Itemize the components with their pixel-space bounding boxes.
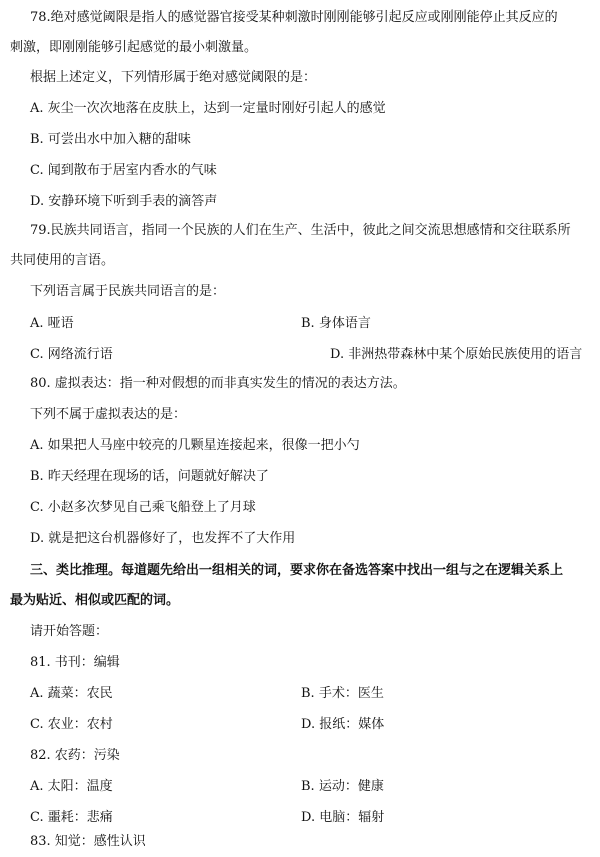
q79-option-d: D. 非洲热带森林中某个原始民族使用的语言 xyxy=(330,347,583,362)
q81-option-c: C. 农业：农村 xyxy=(30,717,113,732)
q81-option-d: D. 报纸：媒体 xyxy=(301,717,385,732)
section3-heading-line1: 三、类比推理。每道题先给出一组相关的词，要求你在备选答案中找出一组与之在逻辑关系上 xyxy=(30,563,564,578)
q78-prompt: 根据上述定义，下列情形属于绝对感觉阈限的是： xyxy=(30,70,317,85)
q81-options-row2 xyxy=(0,713,600,737)
q79-options-row2 xyxy=(0,343,600,367)
q78-stem-line2: 刺激，即刚刚能够引起感觉的最小刺激量。 xyxy=(10,40,258,55)
q81-stem: 81. 书刊：编辑 xyxy=(30,655,120,670)
q79-options-row1 xyxy=(0,312,600,336)
q78-stem-line1: 78.绝对感觉阈限是指人的感觉器官接受某种刺激时刚刚能够引起反应或刚刚能停止其反应的 xyxy=(30,10,558,25)
q80-stem: 80. 虚拟表达：指一种对假想的而非真实发生的情况的表达方法。 xyxy=(30,376,406,391)
q82-stem: 82. 农药：污染 xyxy=(30,748,120,763)
q82-options-row1 xyxy=(0,775,600,799)
q82-option-d: D. 电脑：辐射 xyxy=(301,810,385,825)
q82-option-b: B. 运动：健康 xyxy=(301,779,384,794)
q79-option-b: B. 身体语言 xyxy=(301,316,371,331)
q81-option-a: A. 蔬菜：农民 xyxy=(30,686,113,701)
q78-option-a: A. 灰尘一次次地落在皮肤上，达到一定量时刚好引起人的感觉 xyxy=(30,101,386,116)
q83-stem: 83. 知觉：感性认识 xyxy=(30,834,146,849)
q78-option-d: D. 安静环境下听到手表的滴答声 xyxy=(30,194,218,209)
q78-option-b: B. 可尝出水中加入糖的甜味 xyxy=(30,132,191,147)
q78-option-c: C. 闻到散布于居室内香水的气味 xyxy=(30,163,217,178)
q81-option-b: B. 手术：医生 xyxy=(301,686,384,701)
q82-options-row2 xyxy=(0,806,600,830)
q79-prompt: 下列语言属于民族共同语言的是： xyxy=(30,284,226,299)
section3-heading-line2: 最为贴近、相似或匹配的词。 xyxy=(10,593,180,608)
q82-option-a: A. 太阳：温度 xyxy=(30,779,113,794)
q80-option-d: D. 就是把这台机器修好了，也发挥不了大作用 xyxy=(30,531,296,546)
q81-options-row1 xyxy=(0,682,600,706)
section3-start: 请开始答题： xyxy=(30,624,109,639)
q79-option-c: C. 网络流行语 xyxy=(30,347,113,362)
q80-prompt: 下列不属于虚拟表达的是： xyxy=(30,407,187,422)
q80-option-b: B. 昨天经理在现场的话，问题就好解决了 xyxy=(30,469,269,484)
q79-option-a: A. 哑语 xyxy=(30,316,74,331)
q82-option-c: C. 噩耗：悲痛 xyxy=(30,810,113,825)
q80-option-c: C. 小赵多次梦见自己乘飞船登上了月球 xyxy=(30,500,256,515)
q80-option-a: A. 如果把人马座中较亮的几颗星连接起来，很像一把小勺 xyxy=(30,438,360,453)
q79-stem-line2: 共同使用的言语。 xyxy=(10,253,115,268)
q79-stem-line1: 79.民族共同语言，指同一个民族的人们在生产、生活中，彼此之间交流思想感情和交往联系所 xyxy=(30,223,571,238)
